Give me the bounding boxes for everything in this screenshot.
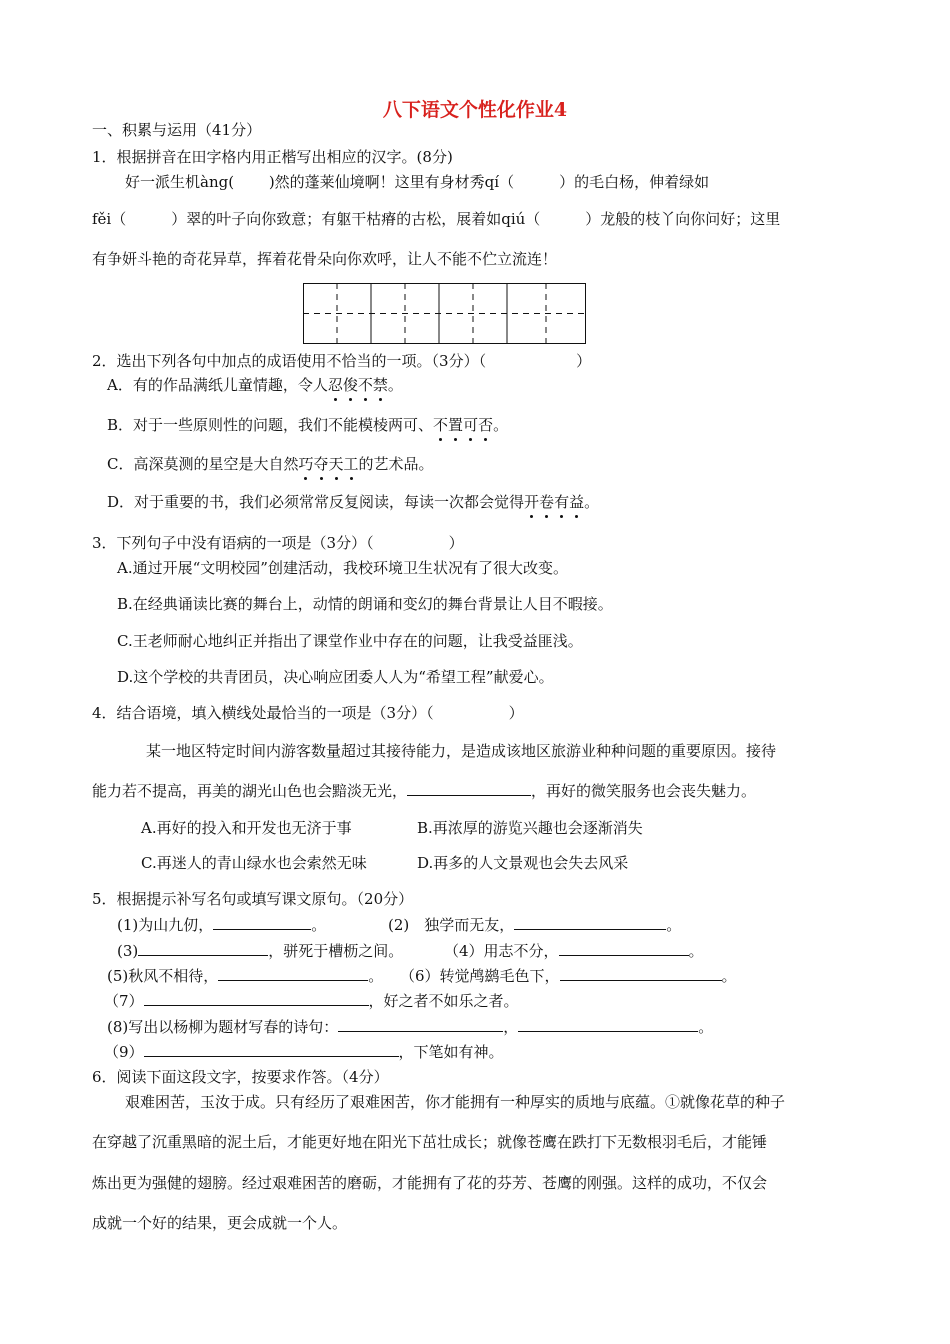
question-6-passage-line1: 艰难困苦，玉汝于成。只有经历了艰难困苦，你才能拥有一种厚实的质地与底蕴。①就像花草的种子 [125,1093,786,1111]
question-1-passage-line3: 有争妍斗艳的奇花异草，挥着花骨朵向你欢呼，让人不能不伫立流连！ [92,250,558,268]
tian-zi-grid[interactable] [303,283,586,344]
question-2-stem: 2．选出下列各句中加点的成语使用不恰当的一项。（3分）（ ） [92,352,592,370]
fill-blank[interactable] [144,991,369,1006]
option-d-end: 。 [584,493,600,511]
question-5-item-7 [104,991,519,1011]
question-3-option-d[interactable]: D.这个学校的共青团员，决心响应团委人人为“希望工程”献爱心。 [117,668,554,686]
option-b-text: B．对于一些原则性的问题，我们不能模棱两可、 [107,416,434,434]
fill-blank[interactable] [514,915,666,930]
item-text: （4）用志不分， [444,942,559,960]
option-d-idiom [524,493,584,511]
item-text: (3) [117,942,139,960]
question-3-option-c[interactable]: C.王老师耐心地纠正并指出了课堂作业中存在的问题，让我受益匪浅。 [117,632,583,650]
item-end: ，骈死于槽枥之间。 [268,942,404,960]
question-5-item-8 [107,1017,713,1037]
dotted-char: 置 [448,416,464,434]
item-mid: ， [503,1018,519,1036]
item-end: ，下笔如有神。 [398,1043,504,1061]
fill-blank[interactable] [218,966,368,981]
question-1-stem: 1．根据拼音在田字格内用正楷写出相应的汉字。(8分) [92,148,453,166]
option-a-idiom [328,376,388,394]
option-a-end: 。 [387,376,403,394]
passage-text: 能力若不提高，再美的湖光山色也会黯淡无光， [92,782,408,800]
question-3-option-a[interactable]: A.通过开展“文明校园”创建活动，我校环境卫生状况有了很大改变。 [117,559,568,577]
dotted-char: 天 [328,455,344,473]
question-5-item-9 [104,1042,504,1062]
question-1-passage-line1: 好一派生机àng( )然的蓬莱仙境啊！这里有身材秀qí（ ）的毛白杨，伸着绿如 [125,173,710,191]
page-title: 八下语文个性化作业4 [382,99,568,121]
dotted-char: 巧 [298,455,314,473]
question-4-stem: 4．结合语境，填入横线处最恰当的一项是（3分）（ ） [92,704,524,722]
question-2-option-b[interactable] [107,415,508,435]
dotted-char: 不 [357,376,373,394]
question-5-item-5 [107,966,383,986]
dotted-char: 可 [463,416,479,434]
question-6-passage-line4: 成就一个好的结果，更会成就一个人。 [92,1214,348,1232]
item-end: 。 [311,916,327,934]
dotted-char: 俊 [342,376,358,394]
fill-blank[interactable] [338,1017,503,1032]
item-text: (2) 独学而无友， [388,916,515,934]
item-end: 。 [698,1018,714,1036]
question-5-item-1 [117,915,326,935]
question-3-option-b[interactable]: B.在经典诵读比赛的舞台上，动情的朗诵和变幻的舞台背景让人目不暇接。 [117,595,613,613]
question-4-option-c[interactable]: C.再迷人的青山绿水也会索然无味 [141,854,367,872]
question-5-stem: 5．根据提示补写名句或填写课文原句。（20分） [92,890,414,908]
question-4-option-b[interactable]: B.再浓厚的游览兴趣也会逐渐消失 [417,819,643,837]
option-d-text: D．对于重要的书，我们必须常常反复阅读，每读一次都会觉得 [107,493,525,511]
fill-blank[interactable] [138,941,268,956]
dotted-char: 开 [524,493,540,511]
question-6-passage-line3: 炼出更为强健的翅膀。经过艰难困苦的磨砺，才能拥有了花的芬芳、苍鹰的刚强。这样的成功，不仅会 [92,1174,768,1192]
option-c-end: 的艺术品。 [358,455,434,473]
fill-blank[interactable] [407,781,531,796]
item-end: 。 [368,967,384,985]
item-text: （7） [104,992,144,1010]
item-text: （6）转觉鸬鹚毛色下， [400,967,560,985]
fill-blank[interactable] [518,1017,698,1032]
question-1-passage-line2: fěi（ ）翠的叶子向你致意；有躯干枯瘠的古松，展着如qiú（ ）龙般的枝丫向你问好；这里 [92,210,781,228]
question-5-item-6 [400,966,737,986]
item-text: (8)写出以杨柳为题材写春的诗句： [107,1018,339,1036]
question-5-item-4 [444,941,704,961]
fill-blank[interactable] [213,915,311,930]
question-4-option-a[interactable]: A.再好的投入和开发也无济于事 [141,819,352,837]
question-4-option-d[interactable]: D.再多的人文景观也会失去风采 [417,854,629,872]
option-c-text: C．高深莫测的星空是大自然 [107,455,299,473]
item-text: （9） [104,1043,144,1061]
question-6-passage-line2: 在穿越了沉重黑暗的泥土后，才能更好地在阳光下茁壮成长；就像苍鹰在跌打下无数根羽毛后，才能锤 [92,1133,768,1151]
option-b-end: 。 [493,416,509,434]
question-5-item-3 [117,941,403,961]
question-2-option-c[interactable] [107,454,434,474]
item-end: 。 [688,942,704,960]
question-6-stem: 6．阅读下面这段文字，按要求作答。（4分） [92,1068,389,1086]
question-4-passage-line1: 某一地区特定时间内游客数量超过其接待能力，是造成该地区旅游业种种问题的重要原因。接待 [146,742,777,760]
option-c-idiom [298,455,358,473]
item-end: 。 [721,967,737,985]
item-text: (1)为山九仞， [117,916,214,934]
question-2-option-a[interactable] [107,375,403,395]
option-a-text: A．有的作品满纸儿童情趣，令人 [107,376,328,394]
item-end: 。 [666,916,682,934]
question-4-passage-line2 [92,781,756,801]
dotted-char: 夺 [313,455,329,473]
fill-blank[interactable] [560,966,722,981]
dotted-char: 工 [343,455,359,473]
question-3-stem: 3．下列句子中没有语病的一项是（3分）（ ） [92,534,464,552]
dotted-char: 忍 [327,376,343,394]
question-2-option-d[interactable] [107,492,599,512]
section-heading: 一、积累与运用（41分） [92,121,262,139]
dotted-char: 益 [569,493,585,511]
dotted-char: 有 [554,493,570,511]
dotted-char: 不 [433,416,449,434]
item-end: ，好之者不如乐之者。 [368,992,519,1010]
fill-blank[interactable] [559,941,689,956]
passage-text-end: ，再好的微笑服务也会丧失魅力。 [531,782,757,800]
fill-blank[interactable] [144,1042,399,1057]
item-text: (5)秋风不相待， [107,967,219,985]
option-b-idiom [433,416,493,434]
question-5-item-2 [388,915,681,935]
dotted-char: 卷 [539,493,555,511]
dotted-char: 禁 [372,376,388,394]
dotted-char: 否 [478,416,494,434]
